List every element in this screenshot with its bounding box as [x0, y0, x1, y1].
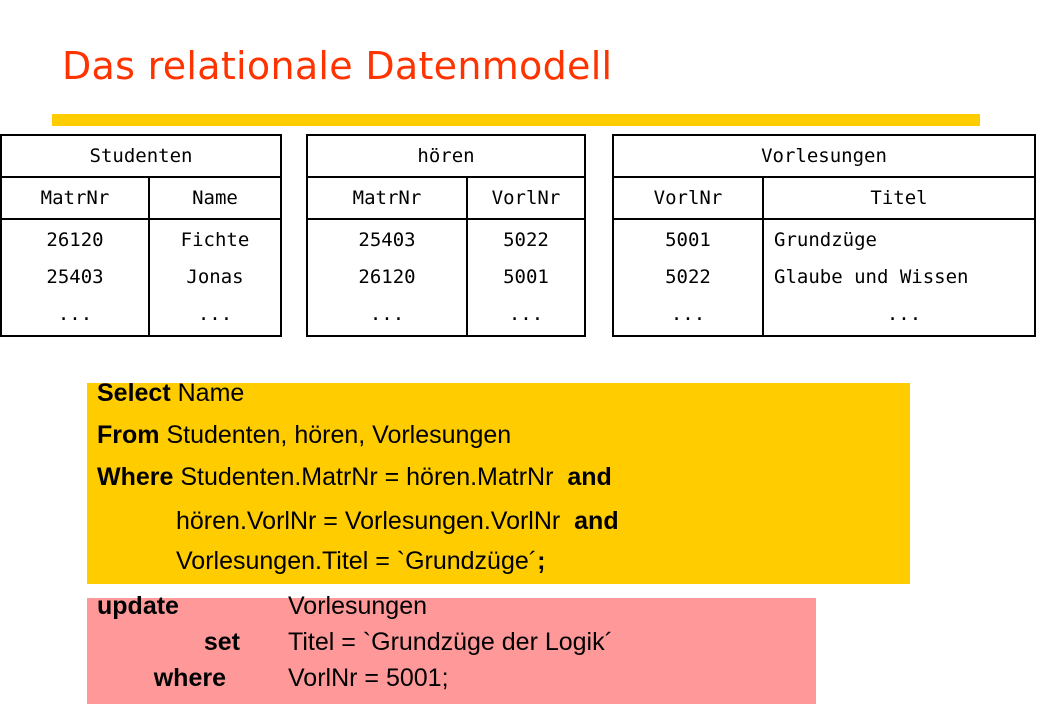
query-line: [97, 463, 612, 492]
query-line: [176, 547, 545, 576]
sql-text: Vorlesungen.Titel = `Grundzüge´: [176, 547, 538, 575]
column-header: MatrNr: [1, 177, 149, 219]
table-name: Studenten: [1, 135, 281, 177]
column-header: MatrNr: [307, 177, 467, 219]
table-name: Vorlesungen: [613, 135, 1035, 177]
cell: 5022: [665, 266, 711, 288]
sql-keyword: Select: [97, 379, 171, 407]
column-values: [613, 219, 763, 336]
sql-text: Studenten, hören, Vorlesungen: [159, 421, 512, 449]
column-values: [467, 219, 585, 336]
sql-keyword: where: [153, 664, 226, 692]
sql-text: Name: [170, 379, 245, 407]
column-values: [1, 219, 149, 336]
sql-keyword: ;: [537, 547, 546, 575]
cell: 5001: [665, 229, 711, 251]
column-header: Titel: [763, 177, 1035, 219]
cell: ...: [197, 303, 233, 325]
sql-keyword: update: [97, 592, 179, 620]
sql-keyword: and: [567, 463, 612, 491]
sql-keyword: and: [574, 507, 619, 535]
cell: ...: [670, 303, 706, 325]
sql-text: Titel = `Grundzüge der Logik´: [288, 628, 613, 656]
cell: 25403: [358, 229, 416, 251]
column-header: VorlNr: [467, 177, 585, 219]
column-header: VorlNr: [613, 177, 763, 219]
column-values: [307, 219, 467, 336]
sql-text: hören.VorlNr = Vorlesungen.VorlNr: [176, 507, 575, 535]
select-query-box: [87, 379, 910, 584]
sql-keyword: From: [97, 421, 160, 449]
cell: Jonas: [186, 266, 244, 288]
table-name: hören: [307, 135, 585, 177]
slide-title: Das relationale Datenmodell: [62, 44, 613, 88]
cell: ...: [369, 303, 405, 325]
update-query-box: [87, 592, 816, 704]
cell: ...: [57, 303, 93, 325]
query-line: [97, 379, 244, 408]
sql-text: Studenten.MatrNr = hören.MatrNr: [173, 463, 568, 491]
cell: 25403: [46, 266, 104, 288]
cell: 26120: [46, 229, 104, 251]
cell: Glaube und Wissen: [774, 266, 969, 288]
cell: ...: [886, 303, 922, 325]
cell: 5001: [503, 266, 549, 288]
column-header: Name: [149, 177, 281, 219]
table-studenten: [0, 134, 282, 337]
table-hoeren: [306, 134, 586, 337]
sql-text: VorlNr = 5001;: [288, 664, 449, 692]
query-line: [176, 507, 619, 536]
cell: 26120: [358, 266, 416, 288]
sql-text: Vorlesungen: [288, 592, 428, 620]
sql-keyword: set: [203, 628, 240, 656]
cell: Fichte: [180, 229, 250, 251]
column-values: [149, 219, 281, 336]
cell: Grundzüge: [774, 229, 877, 251]
cell: 5022: [503, 229, 549, 251]
title-underline: [52, 114, 980, 126]
column-values: [763, 219, 1035, 336]
sql-keyword: Where: [97, 463, 174, 491]
cell: ...: [508, 303, 544, 325]
table-vorlesungen: [612, 134, 1036, 337]
query-line: [97, 421, 511, 450]
